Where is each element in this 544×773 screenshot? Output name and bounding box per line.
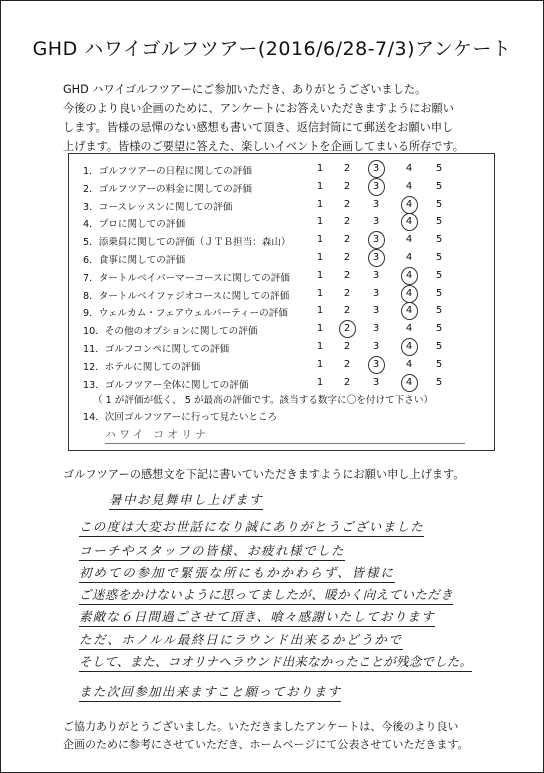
rating-option[interactable]: 4: [405, 341, 413, 352]
selected-rating-circle: [401, 338, 418, 356]
intro-line: GHD ハワイゴルフツアーにご参加いただき、ありがとうございました。: [63, 83, 427, 96]
rating-option[interactable]: 5: [435, 305, 443, 317]
question-14-label: 14．次回ゴルフツアーに行って見たいところ: [83, 412, 278, 423]
handwritten-line: ご迷惑をかけないように思ってましたが、暖かく向えていただき: [79, 585, 453, 605]
selected-rating-circle: [401, 196, 418, 214]
rating-option[interactable]: 3: [372, 305, 380, 317]
rating-option[interactable]: 5: [435, 252, 443, 263]
rating-option[interactable]: 3: [372, 376, 380, 388]
handwritten-line: また次回参加出来ますこと願っております: [79, 682, 341, 702]
rating-option[interactable]: 2: [343, 180, 351, 192]
rating-option[interactable]: 1: [316, 305, 324, 317]
handwritten-line: この度は大変お世話になり誠にありがとうございました: [79, 517, 424, 537]
rating-note: （ 1 が評価が低く、 5 が最高の評価です。該当する数字に〇を付けて下さい）: [93, 395, 434, 406]
rating-option[interactable]: 1: [316, 323, 324, 335]
selected-rating-circle: [368, 231, 385, 249]
rating-option[interactable]: 1: [316, 252, 324, 263]
handwritten-line: ただ、ホノルル最終日にラウンド出来るかどうかで: [79, 630, 403, 650]
intro-line: 上げます。皆様のご要望に答えた、楽しいイベントを企画してまいる所存です。: [63, 140, 464, 153]
question-label: 6．食事に関しての評価: [83, 255, 186, 266]
rating-option[interactable]: 1: [316, 198, 324, 210]
rating-option[interactable]: 1: [316, 376, 324, 388]
rating-option[interactable]: 5: [435, 323, 443, 335]
rating-option[interactable]: 5: [435, 163, 443, 174]
question-label: 2．ゴルフツアーの料金に関しての評価: [83, 183, 252, 195]
rating-option[interactable]: 1: [316, 163, 324, 174]
question-14-answer: ハワイ コオリナ: [105, 426, 465, 444]
feedback-instruction: ゴルフツアーの感想文を下記に書いていただきますようにお願い申し上げます。: [63, 468, 465, 481]
intro-line: します。皆様の忌憚のない感想も書いて頂き、返信封筒にて郵送をお願い申し: [63, 121, 454, 134]
rating-option[interactable]: 2: [343, 198, 351, 210]
rating-option[interactable]: 4: [405, 269, 413, 281]
selected-rating-circle: [401, 302, 418, 320]
question-label: 4．プロに関しての評価: [83, 219, 186, 231]
rating-option[interactable]: 2: [343, 323, 351, 335]
rating-option[interactable]: 1: [316, 234, 324, 246]
rating-option[interactable]: 5: [435, 198, 443, 210]
selected-rating-circle: [401, 374, 418, 392]
rating-option[interactable]: 3: [372, 269, 380, 281]
closing-text: [63, 718, 508, 754]
rating-option[interactable]: 3: [372, 323, 380, 335]
rating-option[interactable]: 2: [343, 341, 351, 352]
rating-option[interactable]: 5: [435, 376, 443, 388]
rating-option[interactable]: 4: [405, 198, 413, 210]
intro-text: [63, 80, 503, 156]
rating-option[interactable]: 4: [405, 376, 413, 388]
selected-rating-circle: [401, 213, 418, 231]
question-label: 11．ゴルフコンペに関しての評価: [83, 344, 230, 355]
rating-option[interactable]: 5: [435, 269, 443, 281]
selected-rating-circle: [401, 267, 418, 285]
rating-option[interactable]: 5: [435, 287, 443, 299]
rating-option[interactable]: 5: [435, 216, 443, 228]
rating-option[interactable]: 1: [316, 180, 324, 192]
rating-option[interactable]: 5: [435, 358, 443, 370]
rating-option[interactable]: 2: [343, 358, 351, 370]
question-label: 7．タートルベイパーマーコースに関しての評価: [83, 272, 290, 284]
rating-option[interactable]: 2: [343, 216, 351, 228]
page-title: GHD ハワイゴルフツアー(2016/6/28-7/3)アンケート: [32, 38, 512, 60]
selected-rating-circle: [368, 356, 385, 374]
rating-option[interactable]: 3: [372, 287, 380, 299]
rating-option[interactable]: 4: [405, 305, 413, 317]
handwritten-line: 素敵な６日間過ごさせて頂き、喰々感謝いたしております: [79, 607, 435, 627]
rating-option[interactable]: 2: [343, 287, 351, 299]
rating-option[interactable]: 2: [343, 252, 351, 263]
rating-option[interactable]: 2: [343, 163, 351, 174]
closing-line: ご協力ありがとうございました。いただきましたアンケートは、今後のより良い: [63, 720, 459, 733]
rating-option[interactable]: 1: [316, 341, 324, 352]
selected-rating-circle: [368, 178, 385, 196]
rating-option[interactable]: 1: [316, 269, 324, 281]
rating-table: [68, 153, 495, 451]
question-label: 3．コースレッスンに関しての評価: [83, 201, 233, 213]
rating-option[interactable]: 1: [316, 216, 324, 228]
selected-rating-circle: [368, 249, 385, 267]
rating-option[interactable]: 4: [405, 234, 413, 246]
rating-option[interactable]: 2: [343, 234, 351, 246]
rating-option[interactable]: 5: [435, 234, 443, 246]
question-label: 5．添乗員に関しての評価（ＪＴＢ担当：森山）: [83, 237, 291, 249]
handwritten-line: コーチやスタッフの皆様、お疲れ様でした: [79, 541, 345, 561]
handwritten-line: 初めての参加で緊張な所にもかかわらず、皆様に: [79, 563, 395, 583]
question-label: 13．ゴルフツアー全体に関しての評価: [83, 379, 249, 391]
rating-option[interactable]: 4: [405, 358, 413, 370]
rating-option[interactable]: 1: [316, 358, 324, 370]
rating-option[interactable]: 2: [343, 376, 351, 388]
selected-rating-circle: [401, 285, 418, 303]
closing-line: 企画のために参考にさせていただき、ホームページにて公表させていただきます。: [63, 738, 469, 751]
rating-option[interactable]: 4: [405, 323, 413, 335]
rating-option[interactable]: 5: [435, 180, 443, 192]
question-label: 12．ホテルに関しての評価: [83, 361, 201, 373]
rating-option[interactable]: 4: [405, 216, 413, 228]
rating-option[interactable]: 3: [372, 252, 380, 263]
rating-option[interactable]: 3: [372, 180, 380, 192]
rating-option[interactable]: 4: [405, 180, 413, 192]
question-label: 10．その他のオプションに関しての評価: [83, 326, 258, 338]
rating-option[interactable]: 3: [372, 216, 380, 228]
rating-option[interactable]: 4: [405, 163, 413, 174]
rating-option[interactable]: 2: [343, 269, 351, 281]
intro-line: 今後のより良い企画のために、アンケートにお答えいただきますようにお願い: [63, 102, 454, 115]
handwritten-line: 暑中お見舞申し上げます: [109, 490, 263, 510]
question-label: 1．ゴルフツアーの日程に関しての評価: [83, 166, 252, 177]
rating-option[interactable]: 5: [435, 341, 443, 352]
rating-option[interactable]: 3: [372, 234, 380, 246]
rating-option[interactable]: 3: [372, 163, 380, 174]
handwritten-line: そして、また、コオリナへラウンド出来なかったことが残念でした。: [79, 652, 472, 672]
question-label: 9．ウェルカム・フェアウェルパーティーの評価: [83, 308, 288, 320]
question-label: 8．タートルベイファジオコースに関しての評価: [83, 290, 290, 302]
rating-option[interactable]: 1: [316, 287, 324, 299]
rating-option[interactable]: 4: [405, 252, 413, 263]
rating-option[interactable]: 2: [343, 305, 351, 317]
rating-option[interactable]: 4: [405, 287, 413, 299]
rating-option[interactable]: 3: [372, 358, 380, 370]
rating-option[interactable]: 3: [372, 198, 380, 210]
rating-option[interactable]: 3: [372, 341, 380, 352]
selected-rating-circle: [339, 320, 356, 338]
selected-rating-circle: [368, 160, 385, 178]
